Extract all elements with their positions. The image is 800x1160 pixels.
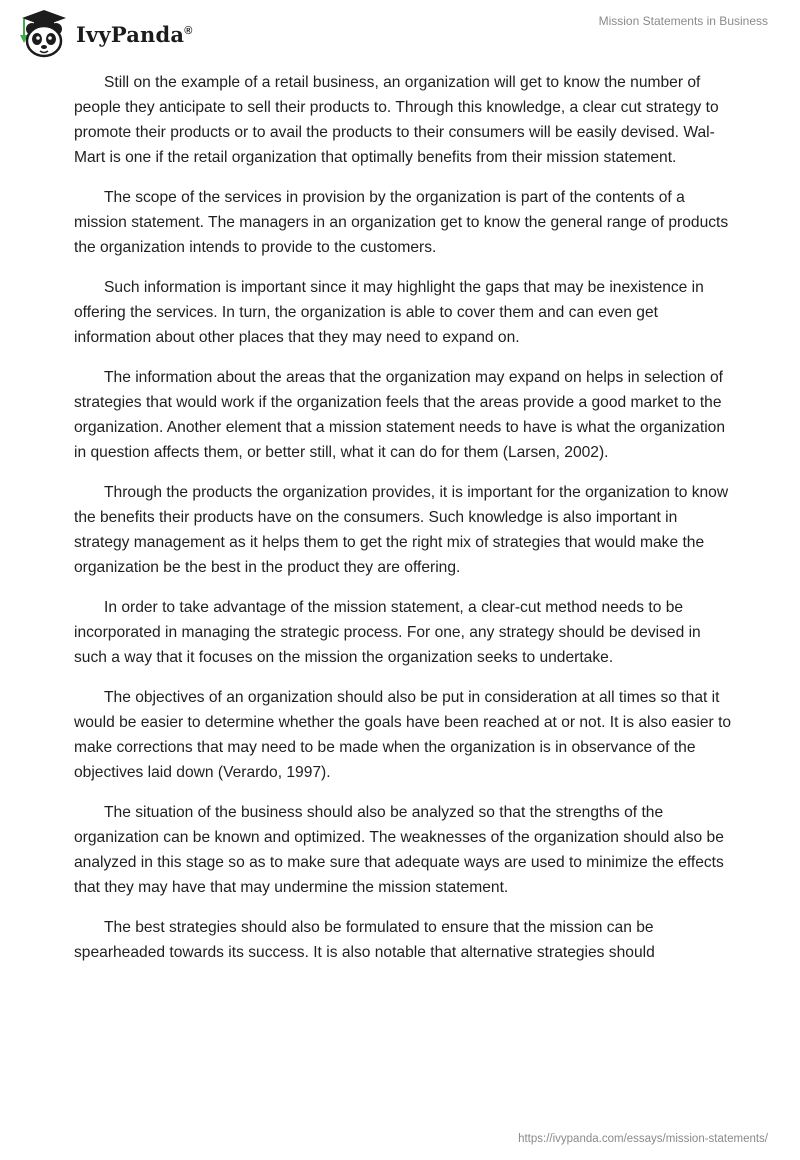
paragraph: Still on the example of a retail business, an organization will get to know the number of people they anticipate to sell their products to. Through this knowledge, a clear cut strategy to promote their products or to avail the products to their consumers will be easily devised. Wal-Mart is one if the retail organization that optimally benefits from their mission statement.	[74, 74, 719, 166]
panda-logo-icon	[16, 7, 72, 59]
paragraph: Such information is important since it may highlight the gaps that may be inexistence in offering the services. In turn, the organization is able to cover them and can even get information about other places that they may need to expand on.	[74, 279, 704, 346]
paragraph: Through the products the organization provides, it is important for the organization to know the benefits their products have on the consumers. Such knowledge is also important in strategy management as it helps them to get the right mix of strategies that would make the organization be the best in the product they are offering.	[74, 484, 729, 576]
brand-name: IvyPanda®	[76, 21, 193, 47]
paragraph: The best strategies should also be formulated to ensure that the mission can be spearheaded towards its success. It is also notable that alternative strategies should	[74, 919, 655, 961]
paragraph: The objectives of an organization should also be put in consideration at all times so that it would be easier to determine whether the goals have been reached at or not. It is also easier to make corrections that may need to be made when the organization is in observance of the objectives laid down (Verardo, 1997).	[74, 689, 732, 781]
page-header	[0, 0, 800, 64]
source-url[interactable]: https://ivypanda.com/essays/mission-statements/	[518, 1133, 768, 1145]
paragraph: The scope of the services in provision by the organization is part of the contents of a mission statement. The managers in an organization get to know the general range of products the organization intends to provide to the customers.	[74, 189, 729, 256]
brand-logo[interactable]	[16, 7, 193, 59]
document-title: Mission Statements in Business	[598, 14, 768, 28]
registered-mark: ®	[184, 24, 193, 37]
essay-body	[74, 70, 734, 980]
paragraph: The information about the areas that the organization may expand on helps in selection of strategies that would work if the organization feels that the areas provide a good market to the organization. Another element that a mission statement needs to have is what the organization in question affects them, or better still, what it can do for them (Larsen, 2002).	[74, 369, 726, 461]
paragraph: The situation of the business should also be analyzed so that the strengths of the organization can be known and optimized. The weaknesses of the organization should also be analyzed in this stage so as to make sure that adequate ways are used to minimize the effects that they may have that may undermine the mission statement.	[74, 804, 724, 896]
paragraph: In order to take advantage of the mission statement, a clear-cut method needs to be incorporated in managing the strategic process. For one, any strategy should be devised in such a way that it focuses on the mission the organization seeks to undertake.	[74, 599, 701, 666]
